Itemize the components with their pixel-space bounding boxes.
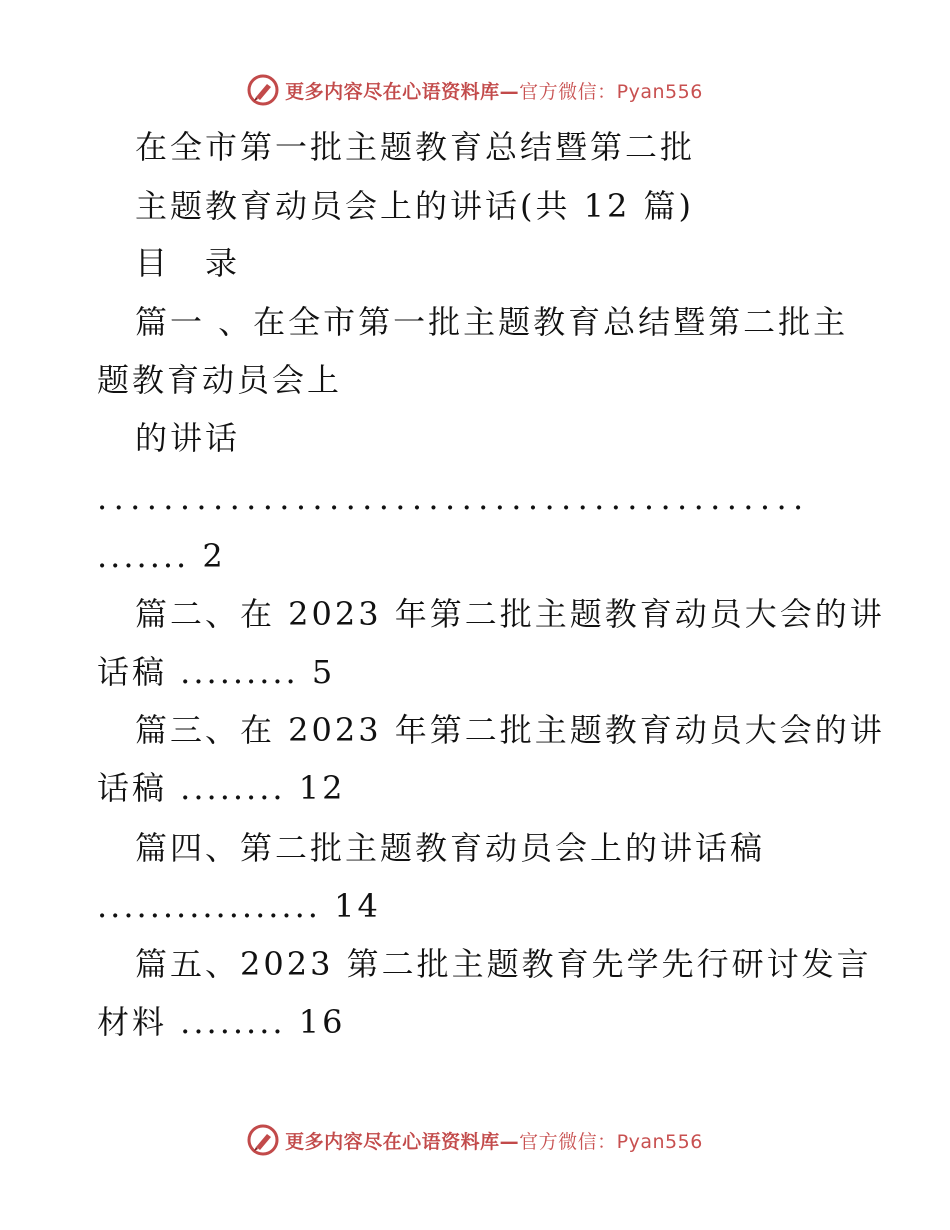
toc-entry-4-line-b: ................. 14 xyxy=(97,887,381,925)
toc-entry-4-line-a: 篇四、第二批主题教育动员会上的讲话稿 xyxy=(135,829,766,867)
footer-banner-contact: 官方微信：Pyan556 xyxy=(519,1130,703,1153)
toc-entry-1-line-b: 题教育动员会上 xyxy=(97,361,343,399)
toc-entry-5-line-a: 篇五、2023 第二批主题教育先学先行研讨发言 xyxy=(135,945,872,983)
toc-entry-1-leader: ........................................... xyxy=(97,479,810,517)
title-line-1: 在全市第一批主题教育总结暨第二批 xyxy=(135,128,696,166)
title-line-2: 主题教育动员会上的讲话(共 12 篇) xyxy=(135,187,695,225)
toc-entry-3-line-a: 篇三、在 2023 年第二批主题教育动员大会的讲 xyxy=(135,711,885,749)
toc-entry-1-line-a: 篇一 、在全市第一批主题教育总结暨第二批主 xyxy=(135,303,849,341)
toc-entry-1-page: ....... 2 xyxy=(97,537,226,575)
toc-entry-2-line-b: 话稿 ......... 5 xyxy=(97,653,336,691)
footer-banner-text: 更多内容尽在心语资料库—官方微信：Pyan556 xyxy=(285,1130,703,1153)
pen-logo-icon xyxy=(247,74,279,106)
footer-banner xyxy=(0,1120,950,1160)
header-banner-contact: 官方微信：Pyan556 xyxy=(519,80,703,103)
toc-entry-5-line-b: 材料 ........ 16 xyxy=(97,1003,346,1041)
toc-heading: 目 录 xyxy=(135,244,241,282)
toc-entry-1-line-c: 的讲话 xyxy=(135,419,241,457)
pen-logo-icon xyxy=(247,1124,279,1156)
header-banner-text: 更多内容尽在心语资料库—官方微信：Pyan556 xyxy=(285,80,703,103)
header-banner xyxy=(0,70,950,110)
toc-entry-3-line-b: 话稿 ........ 12 xyxy=(97,769,346,807)
toc-entry-2-line-a: 篇二、在 2023 年第二批主题教育动员大会的讲 xyxy=(135,595,885,633)
